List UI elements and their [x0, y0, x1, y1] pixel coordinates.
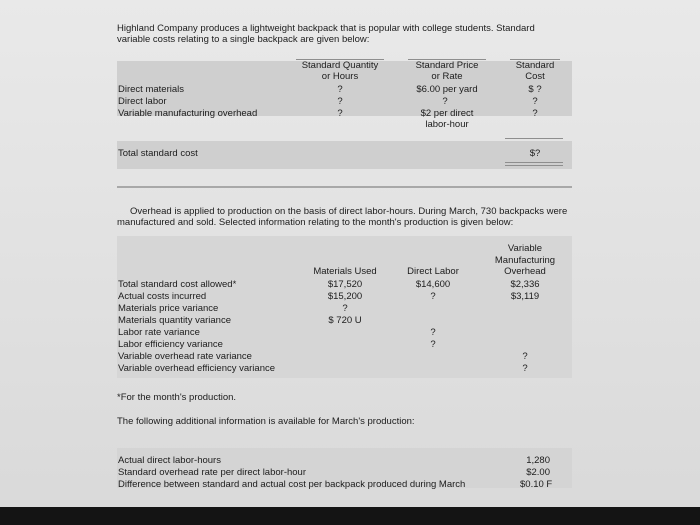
row-price-direct-materials: $6.00 per yard [416, 84, 478, 95]
vrow-overhead-overhead-efficiency: ? [522, 363, 528, 374]
vrow-label-materials-quantity: Materials quantity variance [118, 315, 231, 326]
header-std-quantity-2: or Hours [321, 71, 359, 82]
vrow-materials-actual-costs: $15,200 [327, 291, 363, 302]
row-label-variable-overhead: Variable manufacturing overhead [118, 108, 258, 119]
vrow-labor-labor-efficiency: ? [430, 339, 436, 350]
header-overhead-2: Manufacturing [494, 255, 556, 266]
header-rule-price [408, 59, 486, 60]
additional-label-overhead-rate: Standard overhead rate per direct labor-hour [118, 467, 307, 478]
intro-line-2: variable costs relating to a single backpack are given below: [117, 34, 370, 45]
vrow-label-total-standard: Total standard cost allowed* [118, 279, 237, 290]
header-overhead-1: Variable [507, 243, 543, 254]
row-cost-direct-materials: $ ? [528, 84, 542, 95]
header-std-price-2: or Rate [431, 71, 463, 82]
total-standard-cost-value: $? [529, 148, 541, 159]
row-price-direct-labor: ? [442, 96, 448, 107]
footnote: *For the month's production. [117, 392, 237, 403]
section-separator [117, 186, 572, 188]
overhead-text-line-2: manufactured and sold. Selected information relating to the month's production is given below: [117, 217, 514, 228]
row-label-direct-labor: Direct labor [118, 96, 167, 107]
header-std-quantity-1: Standard Quantity [301, 60, 379, 71]
vrow-overhead-overhead-rate: ? [522, 351, 528, 362]
additional-label-labor-hours: Actual direct labor-hours [118, 455, 221, 466]
row-label-direct-materials: Direct materials [118, 84, 184, 95]
vrow-label-overhead-efficiency: Variable overhead efficiency variance [118, 363, 276, 374]
additional-value-cost-difference: $0.10 F [520, 479, 553, 490]
vrow-label-labor-efficiency: Labor efficiency variance [118, 339, 223, 350]
header-std-price-1: Standard Price [415, 60, 479, 71]
vrow-materials-total-standard: $17,520 [327, 279, 363, 290]
intro-line-1: Highland Company produces a lightweight backpack that is popular with college students. Standard [117, 23, 535, 34]
vrow-label-labor-rate: Labor rate variance [118, 327, 200, 338]
header-std-cost-1: Standard [515, 60, 555, 71]
vrow-overhead-total-standard: $2,336 [510, 279, 540, 290]
row-price-variable-overhead-1: $2 per direct [420, 108, 474, 119]
total-rule-top [505, 138, 563, 139]
vrow-label-materials-price: Materials price variance [118, 303, 219, 314]
vrow-label-overhead-rate: Variable overhead rate variance [118, 351, 252, 362]
header-rule-qty [296, 59, 384, 60]
vrow-labor-labor-rate: ? [430, 327, 436, 338]
header-direct-labor: Direct Labor [407, 266, 459, 277]
additional-label-cost-difference: Difference between standard and actual cost per backpack produced during March [118, 479, 466, 490]
header-rule-cost [510, 59, 560, 60]
vrow-label-actual-costs: Actual costs incurred [118, 291, 207, 302]
additional-value-labor-hours: 1,280 [526, 455, 550, 466]
bottom-bezel [0, 507, 700, 525]
vrow-overhead-actual-costs: $3,119 [510, 291, 540, 302]
vrow-labor-actual-costs: ? [430, 291, 436, 302]
row-cost-variable-overhead: ? [532, 108, 538, 119]
header-overhead-3: Overhead [504, 266, 546, 277]
row-qty-direct-materials: ? [337, 84, 343, 95]
row-qty-variable-overhead: ? [337, 108, 343, 119]
header-materials-used: Materials Used [313, 266, 377, 277]
vrow-materials-materials-price: ? [342, 303, 348, 314]
overhead-text-line-1: Overhead is applied to production on the basis of direct labor-hours. During March, 730 backpacks were [130, 206, 568, 217]
additional-intro: The following additional information is available for March's production: [117, 416, 415, 427]
vrow-labor-total-standard: $14,600 [415, 279, 451, 290]
vrow-materials-materials-quantity: $ 720 U [328, 315, 362, 326]
row-qty-direct-labor: ? [337, 96, 343, 107]
additional-value-overhead-rate: $2.00 [526, 467, 550, 478]
header-std-cost-2: Cost [525, 71, 545, 82]
total-standard-cost-label: Total standard cost [118, 148, 198, 159]
total-double-rule [505, 162, 563, 166]
row-price-variable-overhead-2: labor-hour [425, 119, 469, 130]
row-cost-direct-labor: ? [532, 96, 538, 107]
